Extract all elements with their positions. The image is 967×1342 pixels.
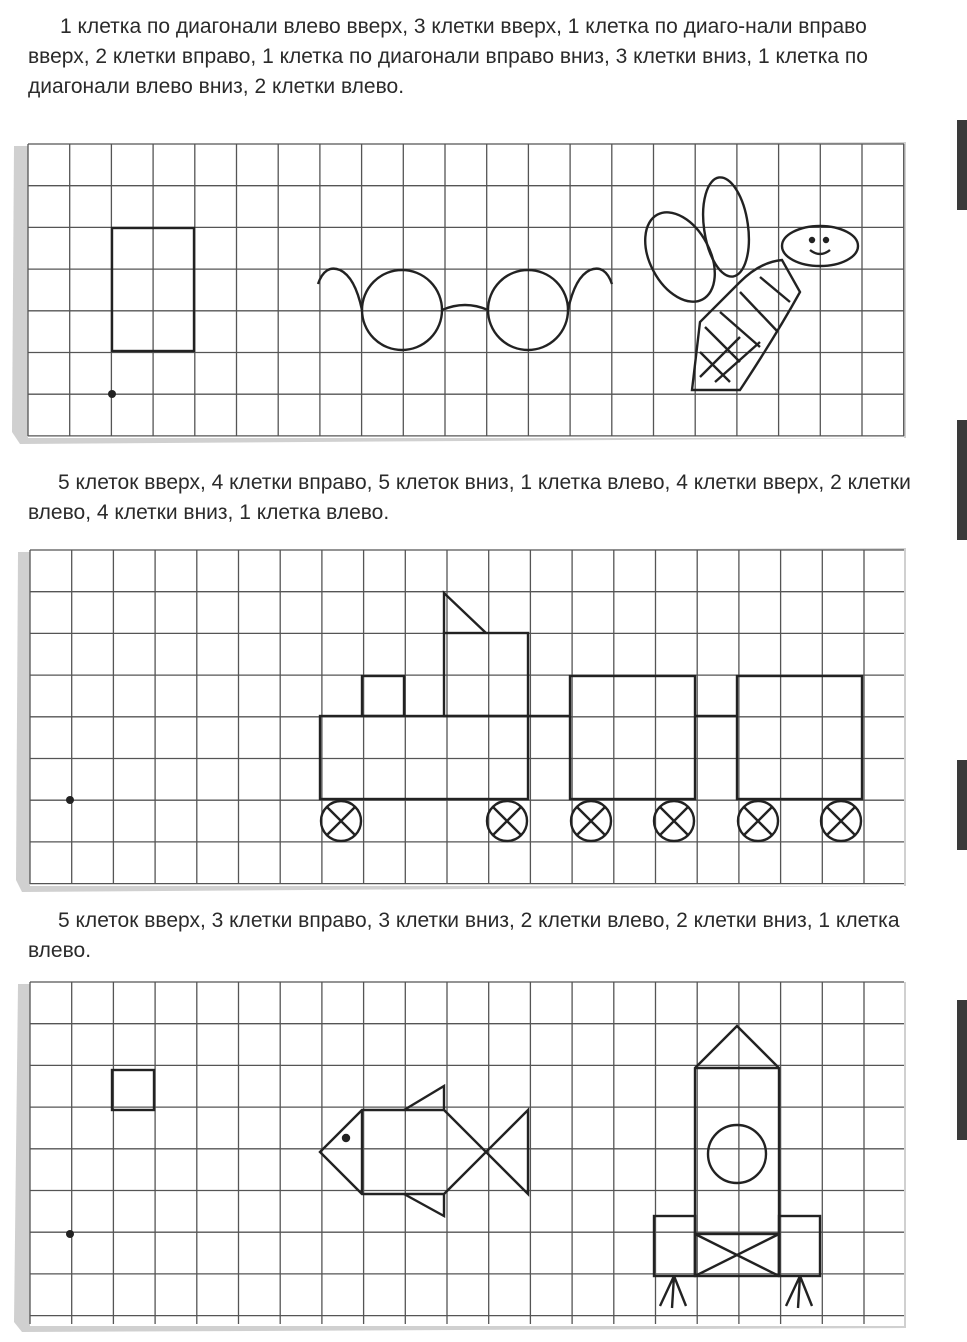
instruction-2: 5 клеток вверх, 4 клетки вправо, 5 клеток вниз, 1 клетка влево, 4 клетки вверх, 2 клетки влево, 4 клетки вниз, 1 клетка влево.	[28, 471, 911, 524]
instruction-3: 5 клеток вверх, 3 клетки вправо, 3 клетки вниз, 2 клетки влево, 2 клетки вниз, 1 клетка влево.	[28, 909, 900, 962]
grid-exercise-2	[0, 540, 967, 900]
start-dot	[66, 796, 74, 804]
paper-shadow	[16, 548, 906, 892]
start-dot	[66, 1230, 74, 1238]
page-edge-shadow	[957, 760, 967, 850]
start-dot	[108, 390, 116, 398]
instruction-1: 1 клетка по диагонали влево вверх, 3 клетки вверх, 1 клетка по диаго-нали вправо вверх, 2 клетки вправо, 1 клетка по диагонали вправо вниз, 3 клетки вниз, 1 клетка по диагонали влево вниз, 2 клетки влево.	[28, 15, 868, 98]
paper-shadow	[12, 142, 906, 444]
grid-exercise-3	[0, 976, 967, 1342]
grid-exercise-1	[0, 132, 967, 452]
page-edge-shadow	[957, 1000, 967, 1140]
page-edge-shadow	[957, 120, 967, 210]
page-edge-shadow	[957, 420, 967, 540]
paper-shadow	[14, 982, 906, 1332]
